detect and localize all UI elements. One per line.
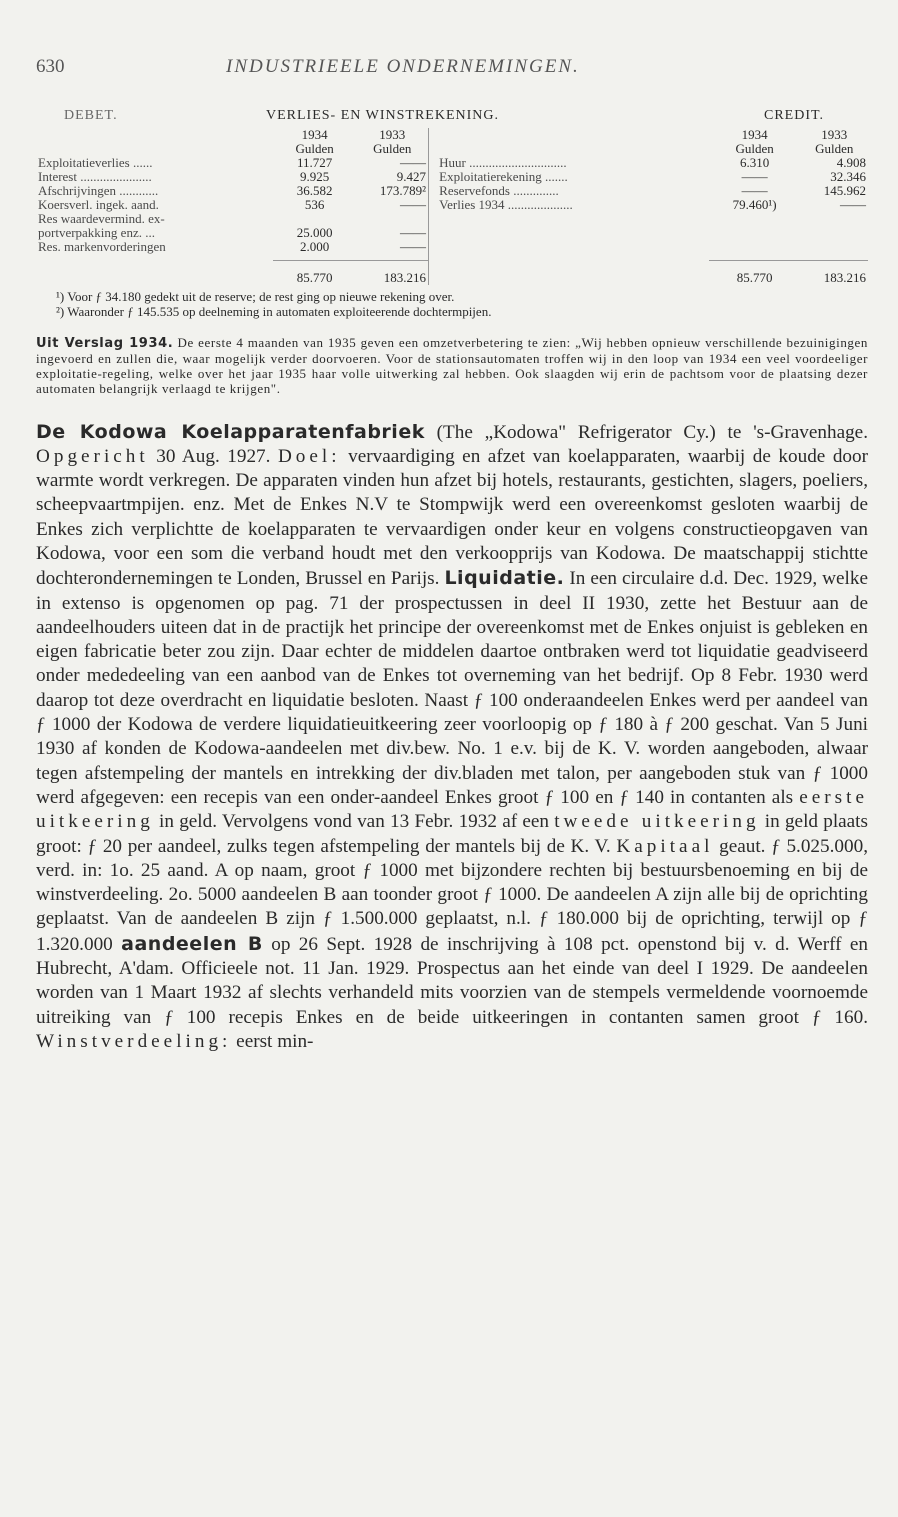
row-value: 11.727 [297,155,333,170]
table-row [36,198,868,212]
unit-header-row [36,142,868,156]
row-label: Afschrijvingen [38,183,116,198]
footnote-2: ²) Waaronder ƒ 145.535 op deelneming in automaten exploiteerende dochtermpijen. [56,303,492,319]
profit-loss-table [36,128,868,285]
row-value [273,212,357,226]
row-value [357,212,429,226]
row-label: Koersverl. ingek. aand. [38,197,159,212]
row-label: Huur [439,155,466,170]
row-value: —— [400,239,426,254]
page [36,56,868,1054]
row-value: 32.346 [830,169,866,184]
row-leader: ............ [115,183,159,198]
row-label: Res. markenvorderingen [38,239,166,254]
row-label: Reservefonds [439,183,510,198]
row-value: —— [400,225,426,240]
eerste-uitkeering-label: eerste uitkeering [36,786,868,833]
row-leader: .................... [504,197,573,212]
row-value: —— [840,197,866,212]
row-value: 25.000 [296,225,333,240]
article-text: vervaardiging en afzet van koelapparaten, waarbij de koude door warmte wordt verkregen. De apparaten vinden hun afzet bij hotels, restaurants, gestichten, slagers, poeliers, scheepvaartmpijen. enz. Met de Enkes N.V te Stompwijk werd een overeenkomst gesloten waarbij de Enkes zich verplichtte de koelapparaten te vervaardigen onder keur en volgens constructieopgaven van Kodowa, voor een som die verband houdt met den verkoopprijs van Kodowa. De maatschappij stichtte dochterondernemingen te Londen, Brussel en Parijs. [36,445,868,590]
debit-year-1933: 1933 [379,127,406,142]
article-text: in geld plaats groot: ƒ 20 per aandeel, zulks tegen afstempeling der mantels bij de K. V. [36,811,868,857]
credit-year-1933: 1933 [821,127,848,142]
row-value: 173.789² [379,183,426,198]
row-value: 536 [304,197,325,212]
credit-unit-1934: Gulden [735,141,774,156]
row-value: 6.310 [740,155,770,170]
debit-total-1933: 183.216 [357,260,429,285]
page-number: 630 [36,56,65,77]
row-value: —— [400,197,426,212]
row-label: Res waardevermind. ex- [38,211,165,226]
table-row [36,226,868,240]
row-value: 145.962 [823,183,866,198]
row-value: —— [741,183,768,198]
article-text: 30 Aug. 1927. [148,445,278,467]
credit-total-1934: 85.770 [709,260,801,285]
article-text: geaut. ƒ 5.025.000, verd. in: 1o. 25 aand. A op naam, groot ƒ 1000 met bijzondere rechten bij bestuursbenoeming en bij de winstverdeeling. 2o. 5000 aandeelen B aan toonder groot ƒ 1000. De aandeelen A zijn alle bij de oprichting geplaatst. Van de aandeelen B zijn ƒ 1.500.000 geplaatst, n.l. ƒ 180.000 bij de oprichting, terwijl op ƒ 1.320.000 [36,835,868,955]
table-row [36,184,868,198]
table-row [36,156,868,170]
running-header [36,56,868,86]
credit-label: CREDIT. [764,108,825,123]
debit-total-1934: 85.770 [273,260,357,285]
company-article [36,420,868,1055]
row-value: 79.460¹) [732,197,777,212]
row-leader: .............................. [465,155,567,170]
table-row [36,240,868,254]
row-leader: ...... [129,155,153,170]
row-leader: ...................... [76,169,152,184]
debit-year-1934: 1934 [301,127,328,142]
row-value: —— [400,155,426,170]
row-label: Exploitatierekening [439,169,542,184]
article-text: eerst min- [231,1030,314,1052]
row-label: Exploitatieverlies [38,155,130,170]
row-value: 2.000 [300,239,330,254]
debit-unit-1933: Gulden [373,141,412,156]
credit-year-1934: 1934 [741,127,768,142]
verslag-heading: Uit Verslag 1934. [36,335,174,351]
row-value: —— [741,169,768,184]
account-heading [36,108,868,128]
row-leader: ....... [541,169,568,184]
kapitaal-label: Kapitaal [616,835,714,857]
row-value: 9.925 [300,169,330,184]
article-text: op 26 Sept. 1928 de inschrijving à 108 pct. openstond bij v. d. Werff en Hubrecht, A'dam. Officieele not. 11 Jan. 1929. Prospectus aan het einde van deel I 1929. De aandeelen worden van 1 Maart 1932 af slechts verhandeld mits voorzien van de stempels vermeldende voornoemde uitreiking van ƒ 100 recepis Enkes en de beide uitkeeringen in contanten samen groot ƒ 160. [36,933,869,1028]
company-name-heading: De Kodowa Koelapparatenfabriek [36,420,425,443]
row-label: Interest [38,169,77,184]
opgericht-label: Opgericht [36,445,149,467]
row-label: portverpakking enz. ... [38,225,155,240]
credit-unit-1933: Gulden [815,141,854,156]
doel-label: Doel: [277,445,341,467]
verslag-text: De eerste 4 maanden van 1935 geven een omzetverbetering te zien: „Wij hebben opnieuw verschillende bezuinigingen ingevoerd en zullen die, waar mogelijk verder doorvoeren. Voor de stationsautomaten troffen wij in den loop van 1934 een veel voordeeliger exploitatie-regeling, welke over het jaar 1935 haar volle uitwerking zal hebben. Ook slaagden wij erin de pachtsom voor de plaatsing dezer automaten belangrijk verlaagd te krijgen". [36,334,868,396]
year-header-row [36,128,868,142]
footnote-1: ¹) Voor ƒ 34.180 gedekt uit de reserve; de rest ging op nieuwe rekening over. [56,288,455,304]
tweede-uitkeering-label: tweede uitkeering [554,811,760,833]
totals-row [36,260,868,285]
article-text: in geld. Vervolgens vond van 13 Febr. 1932 af een [153,811,555,833]
row-value: 36.582 [296,183,333,198]
row-value: 4.908 [836,155,866,170]
liquidatie-heading: Liquidatie. [444,567,565,590]
row-value: 9.427 [396,169,426,184]
row-leader: .............. [509,183,559,198]
footnotes [36,289,868,319]
running-title: INDUSTRIEELE ONDERNEMINGEN. [226,56,580,77]
table-row [36,170,868,184]
annual-report-excerpt [36,335,868,396]
row-label: Verlies 1934 [439,197,505,212]
debet-label: DEBET. [64,108,118,123]
debit-unit-1934: Gulden [295,141,334,156]
winstverdeeling-label: Winstverdeeling: [36,1030,232,1052]
article-text: (The „Kodowa" Refrigerator Cy.) te 's-Gravenhage. [424,421,868,443]
account-title: VERLIES- EN WINSTREKENING. [266,108,499,123]
table-row [36,212,868,226]
credit-total-1933: 183.216 [801,260,868,285]
article-text: In een circulaire d.d. Dec. 1929, welke in extenso is opgenomen op pag. 71 der prospectussen in deel II 1930, zette het Bestuur aan de aandeelhouders uiteen dat in de practijk het principe der overeenkomst met de Enkes onjuist is gebleken en eigen fabricatie beter zou zijn. Daar echter de middelen daartoe ontbraken werd tot liquidatie geadviseerd onder mededeeling van een aanbod van de Enkes tot overneming van het bedrijf. Op 8 Febr. 1930 werd daarop tot deze overdracht en liquidatie besloten. Naast ƒ 100 onderaandeelen Enkes werd per aandeel van ƒ 1000 der Kodowa de verdere liquidatieuitkeering zeer voorloopig op ƒ 180 à ƒ 200 geschat. Van 5 Juni 1930 af konden de Kodowa-aandeelen met div.bew. No. 1 e.v. bij de K. V. worden aangeboden, alwaar tegen afstempeling der mantels en intrekking der div.bladen met talon, per aangeboden stuk van ƒ 1000 werd afgegeven: een recepis van een onder-aandeel Enkes groot ƒ 100 en ƒ 140 in contanten als [36,568,868,808]
aandeelen-b-label: aandeelen B [121,932,263,955]
